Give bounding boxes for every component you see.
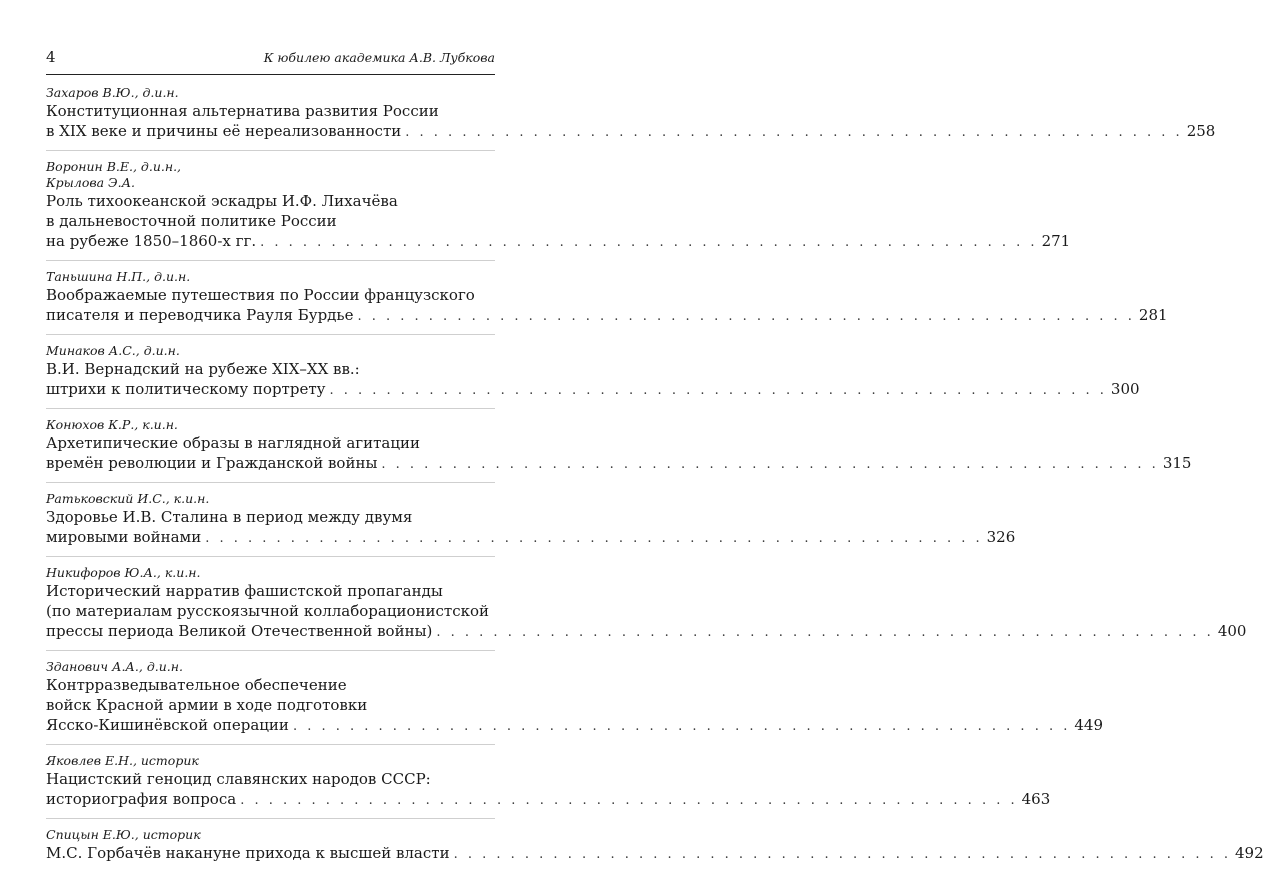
entry-title-line: Здоровье И.В. Сталина в период между двумя [46,508,413,526]
entry-title-line: Конституционная альтернатива развития России [46,102,439,120]
toc-entry [46,753,1051,819]
entry-page-number: 271 [1041,232,1071,250]
entry-author: Никифоров Ю.А., к.и.н. [46,565,201,580]
dot-leader: . . . . . . . . . . . . . . . . . . . . . . . . . . . . . . . . . . . . . . . . . . . . . . . . . . . . . . . [453,847,1232,862]
entry-title-line: войск Красной армии в ходе подготовки [46,696,368,714]
dot-leader: . . . . . . . . . . . . . . . . . . . . . . . . . . . . . . . . . . . . . . . . . . . . . . . . . . . . . . . [381,457,1159,472]
entry-page-number: 463 [1021,790,1051,808]
entry-title-text: штрихи к политическому портрету [46,380,326,398]
entry-title-line: (по материалам русскоязычной коллаборационистской [46,602,489,620]
entry-title-text: на рубеже 1850–1860-х гг. [46,232,257,250]
entry-title-line: Нацистский геноцид славянских народов СССР: [46,770,431,788]
entry-page-number: 300 [1110,380,1140,398]
entry-title-last-line [46,453,1192,475]
toc-entry [46,269,1168,335]
entry-title-last-line [46,379,1140,401]
toc-entry [46,85,1216,151]
dot-leader: . . . . . . . . . . . . . . . . . . . . . . . . . . . . . . . . . . . . . . . . . . . . . . . . . . . . . . . [292,719,1071,734]
entry-title-line: Архетипические образы в наглядной агитации [46,434,421,452]
entry-title-last-line [46,231,1071,253]
entry-author: Минаков А.С., д.и.н. [46,343,180,358]
entry-author: Спицын Е.Ю., историк [46,827,201,842]
entry-title-line: Воображаемые путешествия по России французского [46,286,475,304]
entry-author: Ратьковский И.С., к.и.н. [46,491,210,506]
toc-entries [46,85,1264,872]
entry-title-text: историография вопроса [46,790,237,808]
entry-page-number: 400 [1217,622,1247,640]
entry-title-text: писателя и переводчика Рауля Бурдье [46,306,354,324]
toc-entry [46,417,1192,483]
entry-title-last-line [46,527,1016,549]
entry-page-number: 281 [1138,306,1168,324]
entry-title-text: прессы периода Великой Отечественной войны) [46,622,433,640]
entry-author: Зданович А.А., д.и.н. [46,659,183,674]
toc-entry [46,343,1140,409]
entry-title-text: Ясско-Кишинёвской операции [46,716,289,734]
entry-page-number: 492 [1235,844,1264,862]
entry-title-last-line [46,715,1104,737]
entry-title-text: времён революции и Гражданской войны [46,454,378,472]
running-head [46,48,495,75]
running-head-title: К юбилею академика А.В. Лубкова [263,50,495,65]
entry-title-last-line [46,843,1264,865]
entry-author: Воронин В.Е., д.и.н., Крылова Э.А. [46,159,182,190]
dot-leader: . . . . . . . . . . . . . . . . . . . . . . . . . . . . . . . . . . . . . . . . . . . . . . . . . . . . . . . [405,125,1183,140]
toc-entry [46,491,1016,557]
entry-title-last-line [46,305,1168,327]
entry-page-number: 449 [1074,716,1104,734]
dot-leader: . . . . . . . . . . . . . . . . . . . . . . . . . . . . . . . . . . . . . . . . . . . . . . . . . . . . . . . [329,383,1107,398]
dot-leader: . . . . . . . . . . . . . . . . . . . . . . . . . . . . . . . . . . . . . . . . . . . . . . . . . . . . . . . [240,793,1018,808]
toc-entry [46,827,1264,872]
toc-page [46,48,1264,880]
entry-author: Захаров В.Ю., д.и.н. [46,85,179,100]
entry-title-line: в дальневосточной политике России [46,212,337,230]
page-number: 4 [46,48,56,66]
dot-leader: . . . . . . . . . . . . . . . . . . . . . . . . . . . . . . . . . . . . . . . . . . . . . . . . . . . . . . . [205,531,983,546]
dot-leader: . . . . . . . . . . . . . . . . . . . . . . . . . . . . . . . . . . . . . . . . . . . . . . . . . . . . . . . [357,309,1135,324]
entry-title-line: Роль тихоокеанской эскадры И.Ф. Лихачёва [46,192,398,210]
entry-title-line: Исторический нарратив фашистской пропаганды [46,582,443,600]
toc-entry [46,159,1071,261]
toc-entry [46,659,1104,745]
entry-author: Яковлев Е.Н., историк [46,753,199,768]
entry-title-text: мировыми войнами [46,528,202,546]
entry-title-last-line [46,621,1247,643]
entry-page-number: 258 [1186,122,1216,140]
toc-entry [46,565,1247,651]
entry-page-number: 315 [1162,454,1192,472]
entry-title-last-line [46,789,1051,811]
entry-page-number: 326 [986,528,1016,546]
dot-leader: . . . . . . . . . . . . . . . . . . . . . . . . . . . . . . . . . . . . . . . . . . . . . . . . . . . . . . . [260,235,1038,250]
dot-leader: . . . . . . . . . . . . . . . . . . . . . . . . . . . . . . . . . . . . . . . . . . . . . . . . . . . . . . . [436,625,1214,640]
entry-title-last-line [46,121,1216,143]
entry-author: Таньшина Н.П., д.и.н. [46,269,191,284]
entry-title-line: В.И. Вернадский на рубеже XIX–XX вв.: [46,360,360,378]
entry-title-line: Контрразведывательное обеспечение [46,676,347,694]
entry-title-text: М.С. Горбачёв накануне прихода к высшей власти [46,844,450,862]
entry-author: Конюхов К.Р., к.и.н. [46,417,178,432]
entry-title-text: в XIX веке и причины её нереализованности [46,122,402,140]
